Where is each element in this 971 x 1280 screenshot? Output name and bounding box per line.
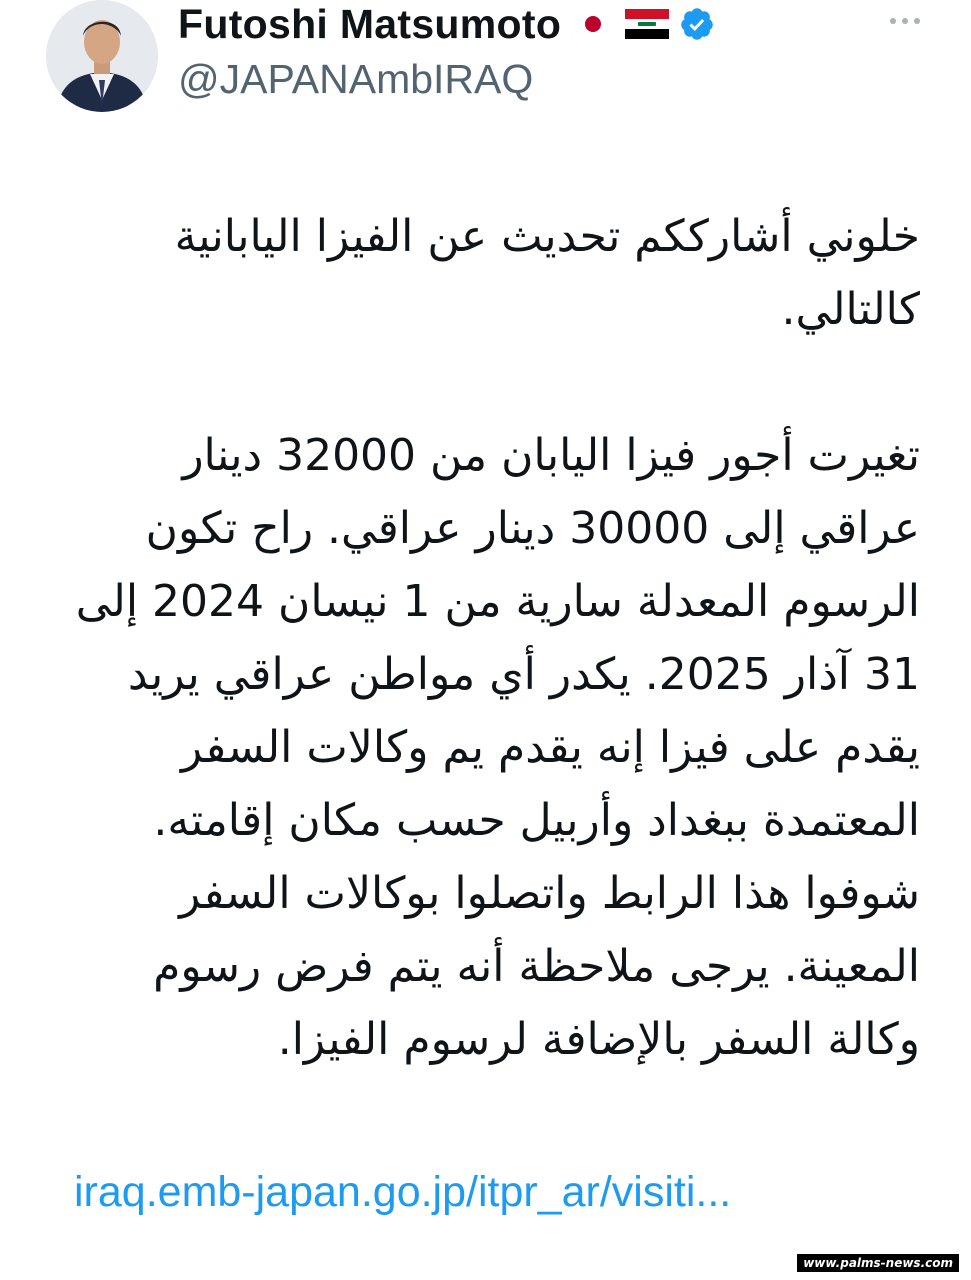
tweet-header <box>0 0 971 120</box>
tweet-paragraph-details: تغيرت أجور فيزا اليابان من 32000 دينار عراقي إلى 30000 دينار عراقي. راح تكون الرسوم المعدلة سارية من 1 نيسان 2024 إلى 31 آذار 2025. يكدر أي مواطن عراقي يريد يقدم على فيزا إنه يقدم يم وكالات السفر المعتمدة ببغداد وأربيل حسب مكان إقامته. شوفوا هذا الرابط واتصلوا بوكالات السفر المعينة. يرجى ملاحظة أنه يتم فرض رسوم وكالة السفر بالإضافة لرسوم الفيزا. <box>75 430 920 1065</box>
tweet-paragraph-intro: خلوني أشارككم تحديث عن الفيزا اليابانية كالتالي. <box>174 211 920 335</box>
iraq-flag-icon <box>625 9 669 39</box>
author-handle[interactable]: @JAPANAmbIRAQ <box>178 56 534 102</box>
paragraph-gap <box>50 346 920 419</box>
more-dot <box>914 18 920 24</box>
more-dot <box>902 18 908 24</box>
tweet-link[interactable]: iraq.emb-japan.go.jp/itpr_ar/visiti... <box>74 1168 732 1216</box>
avatar[interactable] <box>46 0 158 112</box>
more-dot <box>890 18 896 24</box>
tweet-text <box>50 200 920 1076</box>
more-options-icon[interactable] <box>880 6 930 36</box>
japan-flag-icon <box>571 9 615 39</box>
watermark: www.palms-news.com <box>797 1254 959 1272</box>
verified-badge-icon <box>679 6 715 42</box>
name-row <box>178 0 715 48</box>
display-name[interactable]: Futoshi Matsumoto <box>178 0 562 47</box>
